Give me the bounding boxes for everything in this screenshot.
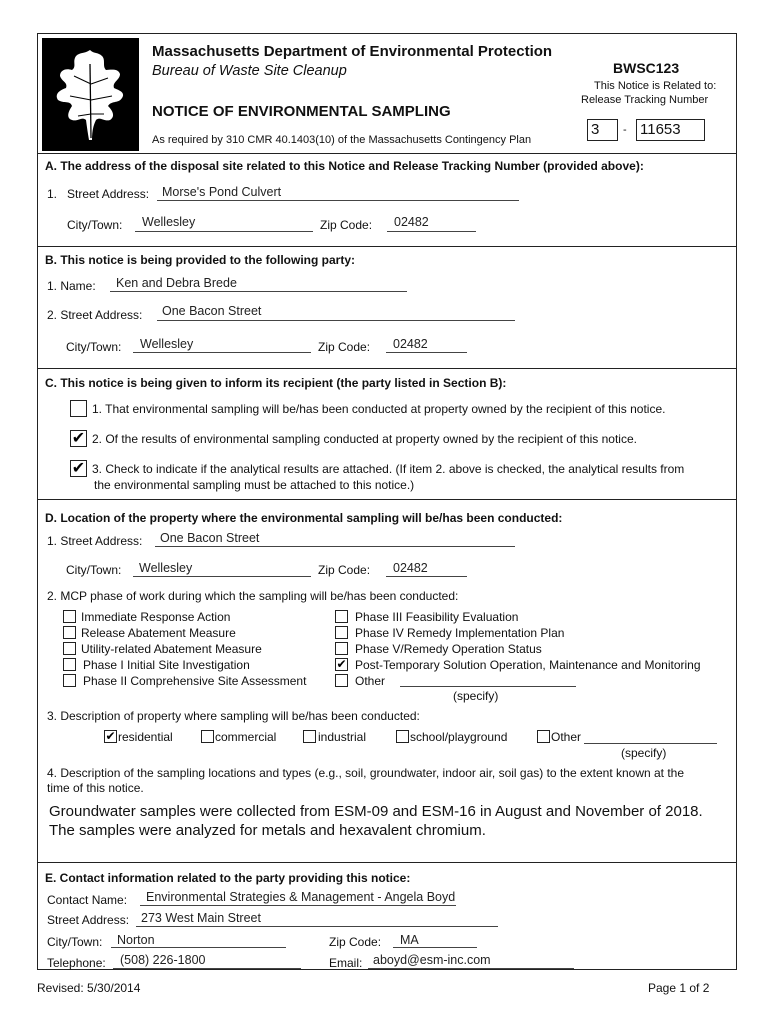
underline <box>133 352 311 353</box>
section-b-heading: B. This notice is being provided to the following party: <box>45 253 356 267</box>
underline <box>386 576 467 577</box>
contact-name-field[interactable]: Environmental Strategies & Management - Angela Boyd <box>146 890 456 904</box>
underline <box>110 291 407 292</box>
phase-label: Phase V/Remedy Operation Status <box>355 642 542 656</box>
property-label: industrial <box>318 730 367 744</box>
specify-label: (specify) <box>453 689 499 703</box>
property-label: residential <box>118 730 173 744</box>
property-label: Other <box>551 730 582 744</box>
rtn-dash: - <box>623 124 627 136</box>
property-checkbox-commercial[interactable] <box>201 730 214 743</box>
underline <box>140 905 456 906</box>
phase-label: Phase III Feasibility Evaluation <box>355 610 519 624</box>
phase-checkbox[interactable] <box>63 626 76 639</box>
phase-label: Phase IV Remedy Implementation Plan <box>355 626 565 640</box>
rtn-region-field[interactable]: 3 <box>587 119 618 141</box>
section-a-street-field[interactable]: Morse's Pond Culvert <box>162 185 282 199</box>
divider-a <box>37 246 737 247</box>
underline <box>386 352 467 353</box>
contact-name-label: Contact Name: <box>47 893 128 907</box>
section-b-street-label: 2. Street Address: <box>47 308 143 322</box>
agency-title: Massachusetts Department of Environmental Protection <box>152 43 553 60</box>
section-d-heading: D. Location of the property where the environmental sampling will be/has been conducted: <box>45 511 563 525</box>
section-b-zip-field[interactable]: 02482 <box>393 337 428 351</box>
contact-street-label: Street Address: <box>47 913 130 927</box>
related-label-1: This Notice is Related to: <box>594 80 717 92</box>
other-phase-field[interactable] <box>400 686 576 687</box>
phase-checkbox[interactable] <box>63 658 76 671</box>
contact-phone-label: Telephone: <box>47 956 106 970</box>
phase-checkbox[interactable] <box>63 642 76 655</box>
underline <box>157 200 519 201</box>
section-c-item2-checkbox[interactable]: ✔ <box>71 430 86 447</box>
authority-text: As required by 310 CMR 40.1403(10) of the Massachusetts Contingency Plan <box>152 134 532 146</box>
section-b-zip-label: Zip Code: <box>318 340 371 354</box>
section-b-name-field[interactable]: Ken and Debra Brede <box>116 276 237 290</box>
phase-label: Post-Temporary Solution Operation, Maintenance and Monitoring <box>355 658 701 672</box>
section-a-item-num: 1. <box>47 187 58 201</box>
section-b-city-field[interactable]: Wellesley <box>140 337 194 351</box>
section-a-zip-field[interactable]: 02482 <box>394 215 429 229</box>
underline <box>155 546 515 547</box>
underline <box>133 576 311 577</box>
underline <box>387 231 476 232</box>
phase-checkbox[interactable] <box>335 610 348 623</box>
description-answer-2[interactable]: The samples were analyzed for metals and hexavalent chromium. <box>49 822 486 839</box>
contact-email-field[interactable]: aboyd@esm-inc.com <box>373 953 491 967</box>
phase-label: Utility-related Abatement Measure <box>81 642 262 656</box>
phase-label: Other <box>355 674 386 688</box>
section-a-city-field[interactable]: Wellesley <box>142 215 196 229</box>
underline <box>393 947 477 948</box>
description-question: 4. Description of the sampling locations and types (e.g., soil, groundwater, indoor air, soil gas) to the extent known at the <box>47 766 685 780</box>
property-question: 3. Description of property where sampling will be/has been conducted: <box>47 709 420 723</box>
section-c-heading: C. This notice is being given to inform its recipient (the party listed in Section B): <box>45 376 507 390</box>
section-d-city-label: City/Town: <box>66 563 122 577</box>
phase-checkbox[interactable] <box>335 626 348 639</box>
property-label: commercial <box>215 730 277 744</box>
section-b-street-field[interactable]: One Bacon Street <box>162 304 262 318</box>
divider-c <box>37 499 737 500</box>
description-answer[interactable]: Groundwater samples were collected from ESM-09 and ESM-16 in August and November of 2018. <box>49 803 703 820</box>
contact-street-field[interactable]: 273 West Main Street <box>141 911 261 925</box>
contact-email-label: Email: <box>329 956 363 970</box>
property-label: school/playground <box>410 730 508 744</box>
phase-checkbox[interactable]: ✔ <box>336 657 347 671</box>
contact-phone-field[interactable]: (508) 226-1800 <box>120 953 206 967</box>
phase-checkbox[interactable] <box>63 610 76 623</box>
section-c-item1-checkbox[interactable] <box>70 400 87 417</box>
section-d-street-label: 1. Street Address: <box>47 534 143 548</box>
section-d-street-field[interactable]: One Bacon Street <box>160 531 260 545</box>
other-property-field[interactable] <box>584 743 717 744</box>
contact-zip-field[interactable]: MA <box>400 933 419 947</box>
form-id: BWSC123 <box>613 60 680 76</box>
section-e-heading: E. Contact information related to the party providing this notice: <box>45 871 411 885</box>
massdep-logo <box>42 38 139 151</box>
section-c-item1-text: 1. That environmental sampling will be/has been conducted at property owned by the recipient of this notice. <box>92 402 666 416</box>
phase-checkbox[interactable] <box>63 674 76 687</box>
section-b-city-label: City/Town: <box>66 340 122 354</box>
section-b-name-label: 1. Name: <box>47 279 96 293</box>
rtn-number-field[interactable]: 11653 <box>636 119 705 141</box>
underline <box>135 231 313 232</box>
contact-city-label: City/Town: <box>47 935 103 949</box>
phase-label: Release Abatement Measure <box>81 626 236 640</box>
underline <box>111 947 286 948</box>
page-number: Page 1 of 2 <box>648 981 710 995</box>
underline <box>368 968 574 969</box>
section-a-zip-label: Zip Code: <box>320 218 373 232</box>
underline <box>136 926 498 927</box>
phase-question: 2. MCP phase of work during which the sampling will be/has been conducted: <box>47 589 459 603</box>
underline <box>157 320 515 321</box>
property-checkbox-residential[interactable]: ✔ <box>105 729 116 743</box>
section-c-item2-text: 2. Of the results of environmental sampling conducted at property owned by the recipient of this notice. <box>92 432 637 446</box>
section-d-zip-field[interactable]: 02482 <box>393 561 428 575</box>
section-c-item3-text: 3. Check to indicate if the analytical results are attached. (If item 2. above is checked, the analytical results from <box>92 462 685 476</box>
section-d-city-field[interactable]: Wellesley <box>139 561 193 575</box>
section-a-street-label: Street Address: <box>67 187 150 201</box>
phase-label: Phase I Initial Site Investigation <box>83 658 250 672</box>
section-a-city-label: City/Town: <box>67 218 123 232</box>
related-label-2: Release Tracking Number <box>581 94 709 106</box>
divider-b <box>37 368 737 369</box>
section-a-heading: A. The address of the disposal site related to this Notice and Release Tracking Number (provided above): <box>45 159 644 173</box>
contact-city-field[interactable]: Norton <box>117 933 155 947</box>
property-checkbox-school[interactable] <box>396 730 409 743</box>
divider-d <box>37 862 737 863</box>
property-checkbox-industrial[interactable] <box>303 730 316 743</box>
oak-leaf-icon <box>44 40 137 149</box>
description-question-2: time of this notice. <box>47 781 144 795</box>
property-checkbox-other[interactable] <box>537 730 550 743</box>
bureau-title: Bureau of Waste Site Cleanup <box>152 63 347 79</box>
specify-label-2: (specify) <box>621 746 667 760</box>
underline <box>113 968 301 969</box>
section-c-item3-checkbox[interactable]: ✔ <box>71 460 86 477</box>
contact-zip-label: Zip Code: <box>329 935 382 949</box>
divider-header <box>37 153 737 154</box>
phase-checkbox[interactable] <box>335 674 348 687</box>
section-c-item3-text-2: the environmental sampling must be attached to this notice.) <box>94 478 415 492</box>
phase-label: Phase II Comprehensive Site Assessment <box>83 674 307 688</box>
form-title: NOTICE OF ENVIRONMENTAL SAMPLING <box>152 103 451 120</box>
revised-date: Revised: 5/30/2014 <box>37 981 141 995</box>
phase-label: Immediate Response Action <box>81 610 231 624</box>
phase-checkbox[interactable] <box>335 642 348 655</box>
section-d-zip-label: Zip Code: <box>318 563 371 577</box>
